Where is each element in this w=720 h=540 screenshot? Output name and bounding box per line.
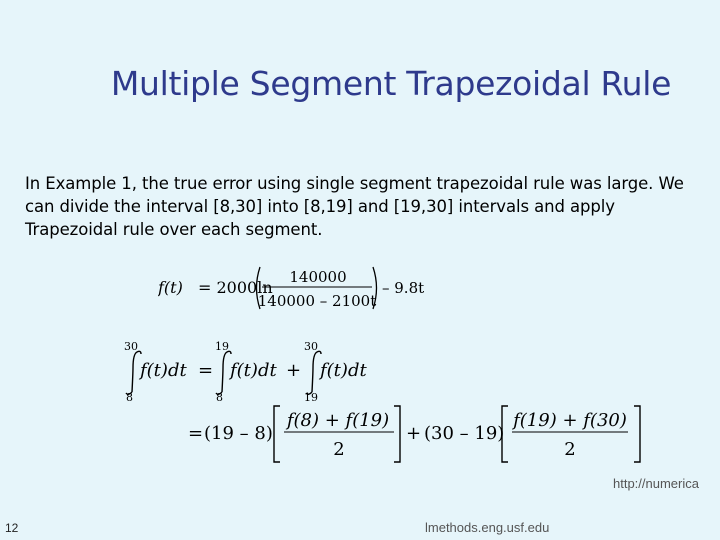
slide-title: Multiple Segment Trapezoidal Rule: [110, 64, 672, 103]
trapezoid-denominator-1: 2: [333, 439, 345, 460]
integral-part1-upper: 19: [215, 340, 229, 353]
trapezoid-width-1: (19 – 8): [204, 423, 273, 444]
function-lhs: f(t): [158, 278, 183, 297]
trapezoid-width-2: (30 – 19): [424, 423, 505, 444]
function-coefficient: = 2000ln: [198, 278, 273, 297]
function-definition-equation: [158, 262, 428, 318]
integral-part2-lower: 19: [304, 391, 318, 404]
equals-sign: =: [198, 360, 214, 381]
intro-paragraph: In Example 1, the true error using single segment trapezoidal rule was large. We can divide the interval [8,30] into [8,19] and [19,30] intervals and apply Trapezoidal rule over each segment.: [25, 174, 684, 239]
function-tail: – 9.8t: [382, 279, 425, 297]
integral-part2-upper: 30: [304, 340, 318, 353]
function-denominator: 140000 – 2100t: [257, 292, 377, 310]
plus-sign: +: [286, 360, 302, 381]
integral-part1-integrand: f(t)dt: [230, 360, 277, 381]
integral-full-upper: 30: [124, 340, 138, 353]
integral-split-equation: [118, 338, 388, 410]
plus-sign: +: [406, 423, 422, 444]
trapezoid-sum-equation: [188, 402, 648, 470]
equals-sign: =: [188, 423, 204, 444]
function-numerator: 140000: [289, 268, 347, 286]
trapezoid-denominator-2: 2: [564, 439, 576, 460]
trapezoid-numerator-1: f(8) + f(19): [286, 410, 390, 431]
integral-full-lower: 8: [126, 391, 133, 404]
footer-url-start: http://numerica: [613, 476, 699, 491]
integral-full-integrand: f(t)dt: [140, 360, 187, 381]
integral-part1-lower: 8: [216, 391, 223, 404]
slide-number: 12: [5, 521, 19, 535]
footer-url-end: lmethods.eng.usf.edu: [425, 520, 550, 535]
integral-part2-integrand: f(t)dt: [320, 360, 367, 381]
trapezoid-numerator-2: f(19) + f(30): [513, 410, 627, 431]
